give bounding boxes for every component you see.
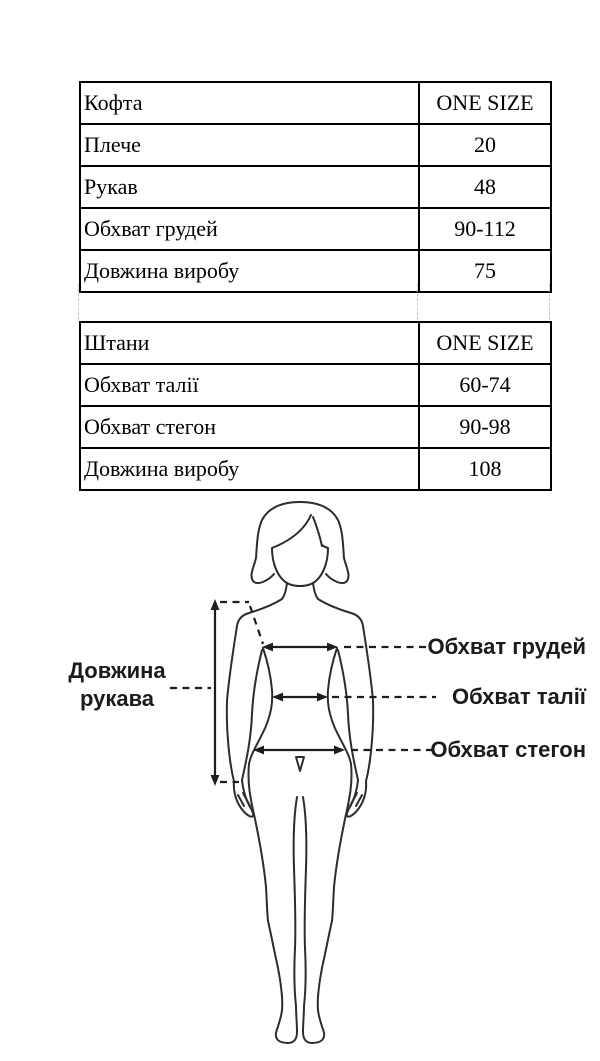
waist-label: Обхват талії — [451, 684, 586, 709]
face-outline — [272, 545, 328, 586]
sleeve-arrowhead-top — [211, 599, 220, 610]
hand-right-fingers — [350, 793, 362, 806]
inner-arm-right — [338, 650, 358, 780]
neck-shoulder-arm-right — [313, 583, 373, 781]
sleeve-dash-diagonal — [250, 606, 263, 644]
measure-value: 108 — [419, 448, 551, 490]
garment-name-cell: Кофта — [80, 82, 419, 124]
size-header-cell: ONE SIZE — [419, 82, 551, 124]
size-header-cell: ONE SIZE — [419, 322, 551, 364]
waist-arrowhead-right — [317, 693, 328, 702]
hips-label: Обхват стегон — [430, 737, 586, 762]
inner-arm-left — [242, 650, 262, 780]
measure-label: Довжина виробу — [80, 448, 419, 490]
hair-part — [313, 517, 322, 546]
hand-left-fingers — [238, 793, 250, 806]
measure-label: Обхват талії — [80, 364, 419, 406]
measure-label: Обхват грудей — [80, 208, 419, 250]
chest-label: Обхват грудей — [427, 634, 586, 659]
crotch-marker — [296, 757, 304, 771]
garment-name-cell: Штани — [80, 322, 419, 364]
waist-arrowhead-left — [272, 693, 283, 702]
sleeve-arrowhead-bottom — [211, 775, 220, 786]
measure-label: Плече — [80, 124, 419, 166]
measure-value: 20 — [419, 124, 551, 166]
measure-value: 90-98 — [419, 406, 551, 448]
sleeve-length-label: Довжина рукава — [68, 658, 166, 711]
torso-leg-right — [303, 648, 352, 1043]
measure-value: 75 — [419, 250, 551, 292]
measure-label: Довжина виробу — [80, 250, 419, 292]
measure-label: Обхват стегон — [80, 406, 419, 448]
measure-value: 90-112 — [419, 208, 551, 250]
measure-value: 48 — [419, 166, 551, 208]
hair-outline — [251, 502, 348, 583]
torso-leg-left — [248, 648, 297, 1043]
measure-label: Рукав — [80, 166, 419, 208]
hair-fringe — [272, 515, 311, 548]
measure-value: 60-74 — [419, 364, 551, 406]
